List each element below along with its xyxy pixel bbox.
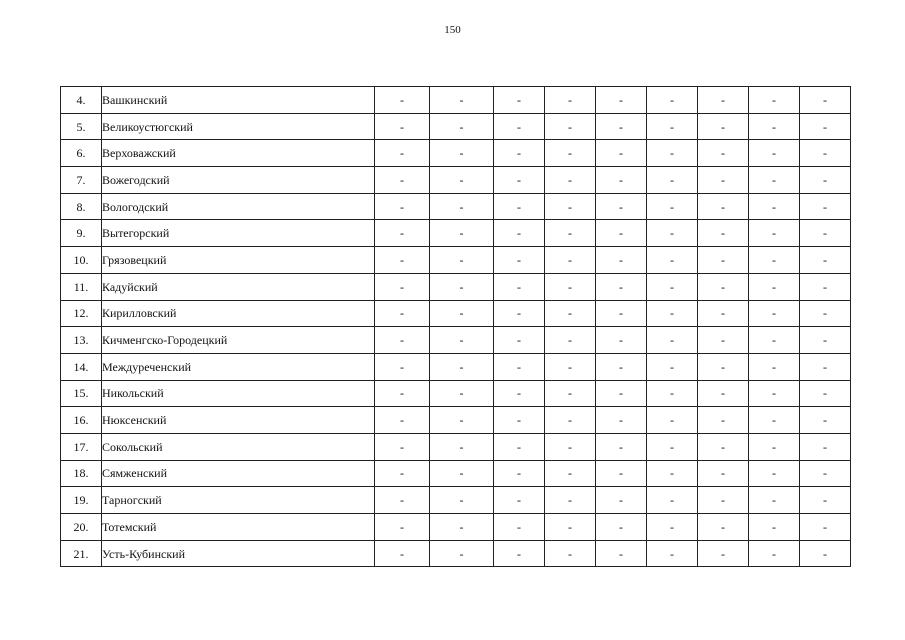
value-cell: - bbox=[375, 87, 430, 114]
value-cell: - bbox=[545, 247, 596, 274]
value-cell: - bbox=[375, 460, 430, 487]
value-cell: - bbox=[430, 273, 494, 300]
value-cell: - bbox=[698, 460, 749, 487]
value-cell: - bbox=[647, 353, 698, 380]
value-cell: - bbox=[494, 220, 545, 247]
value-cell: - bbox=[800, 113, 851, 140]
value-cell: - bbox=[596, 487, 647, 514]
value-cell: - bbox=[545, 540, 596, 567]
value-cell: - bbox=[596, 514, 647, 541]
row-number: 17. bbox=[61, 433, 102, 460]
value-cell: - bbox=[545, 273, 596, 300]
district-name: Грязовецкий bbox=[102, 247, 375, 274]
value-cell: - bbox=[698, 167, 749, 194]
value-cell: - bbox=[494, 327, 545, 354]
value-cell: - bbox=[800, 167, 851, 194]
value-cell: - bbox=[375, 140, 430, 167]
row-number: 10. bbox=[61, 247, 102, 274]
district-name: Сямженский bbox=[102, 460, 375, 487]
value-cell: - bbox=[800, 87, 851, 114]
value-cell: - bbox=[545, 460, 596, 487]
value-cell: - bbox=[545, 433, 596, 460]
value-cell: - bbox=[800, 220, 851, 247]
district-name: Вологодский bbox=[102, 193, 375, 220]
row-number: 7. bbox=[61, 167, 102, 194]
row-number: 14. bbox=[61, 353, 102, 380]
value-cell: - bbox=[596, 433, 647, 460]
table-row bbox=[61, 167, 851, 194]
value-cell: - bbox=[375, 167, 430, 194]
table-row bbox=[61, 407, 851, 434]
value-cell: - bbox=[596, 220, 647, 247]
value-cell: - bbox=[596, 140, 647, 167]
value-cell: - bbox=[430, 353, 494, 380]
value-cell: - bbox=[375, 380, 430, 407]
value-cell: - bbox=[749, 407, 800, 434]
value-cell: - bbox=[749, 140, 800, 167]
value-cell: - bbox=[596, 193, 647, 220]
row-number: 4. bbox=[61, 87, 102, 114]
district-name: Кирилловский bbox=[102, 300, 375, 327]
value-cell: - bbox=[596, 273, 647, 300]
value-cell: - bbox=[494, 353, 545, 380]
value-cell: - bbox=[494, 193, 545, 220]
value-cell: - bbox=[430, 193, 494, 220]
value-cell: - bbox=[494, 167, 545, 194]
value-cell: - bbox=[698, 433, 749, 460]
value-cell: - bbox=[375, 247, 430, 274]
value-cell: - bbox=[698, 273, 749, 300]
value-cell: - bbox=[647, 380, 698, 407]
value-cell: - bbox=[375, 113, 430, 140]
value-cell: - bbox=[545, 487, 596, 514]
district-name: Вожегодский bbox=[102, 167, 375, 194]
value-cell: - bbox=[647, 220, 698, 247]
value-cell: - bbox=[545, 380, 596, 407]
district-name: Тотемский bbox=[102, 514, 375, 541]
value-cell: - bbox=[647, 273, 698, 300]
value-cell: - bbox=[430, 140, 494, 167]
value-cell: - bbox=[375, 327, 430, 354]
row-number: 9. bbox=[61, 220, 102, 247]
value-cell: - bbox=[430, 407, 494, 434]
value-cell: - bbox=[800, 140, 851, 167]
value-cell: - bbox=[545, 514, 596, 541]
value-cell: - bbox=[494, 273, 545, 300]
value-cell: - bbox=[375, 273, 430, 300]
value-cell: - bbox=[749, 247, 800, 274]
value-cell: - bbox=[494, 487, 545, 514]
value-cell: - bbox=[494, 140, 545, 167]
district-name: Никольский bbox=[102, 380, 375, 407]
value-cell: - bbox=[375, 540, 430, 567]
district-table bbox=[60, 86, 851, 567]
table-body bbox=[61, 87, 851, 567]
value-cell: - bbox=[647, 87, 698, 114]
value-cell: - bbox=[596, 113, 647, 140]
district-name: Междуреченский bbox=[102, 353, 375, 380]
district-name: Великоустюгский bbox=[102, 113, 375, 140]
value-cell: - bbox=[647, 540, 698, 567]
value-cell: - bbox=[545, 327, 596, 354]
value-cell: - bbox=[800, 487, 851, 514]
value-cell: - bbox=[596, 353, 647, 380]
row-number: 19. bbox=[61, 487, 102, 514]
value-cell: - bbox=[749, 514, 800, 541]
value-cell: - bbox=[647, 460, 698, 487]
value-cell: - bbox=[647, 193, 698, 220]
value-cell: - bbox=[430, 220, 494, 247]
value-cell: - bbox=[800, 407, 851, 434]
value-cell: - bbox=[698, 380, 749, 407]
value-cell: - bbox=[800, 540, 851, 567]
table-row bbox=[61, 247, 851, 274]
value-cell: - bbox=[494, 113, 545, 140]
value-cell: - bbox=[698, 193, 749, 220]
value-cell: - bbox=[596, 87, 647, 114]
district-name: Нюксенский bbox=[102, 407, 375, 434]
value-cell: - bbox=[375, 407, 430, 434]
table-row bbox=[61, 460, 851, 487]
value-cell: - bbox=[596, 407, 647, 434]
table-row bbox=[61, 220, 851, 247]
value-cell: - bbox=[430, 167, 494, 194]
row-number: 18. bbox=[61, 460, 102, 487]
value-cell: - bbox=[494, 540, 545, 567]
value-cell: - bbox=[596, 540, 647, 567]
value-cell: - bbox=[749, 487, 800, 514]
value-cell: - bbox=[494, 433, 545, 460]
row-number: 21. bbox=[61, 540, 102, 567]
row-number: 13. bbox=[61, 327, 102, 354]
value-cell: - bbox=[647, 140, 698, 167]
value-cell: - bbox=[596, 327, 647, 354]
value-cell: - bbox=[596, 460, 647, 487]
row-number: 15. bbox=[61, 380, 102, 407]
value-cell: - bbox=[375, 433, 430, 460]
table-row bbox=[61, 380, 851, 407]
value-cell: - bbox=[698, 514, 749, 541]
value-cell: - bbox=[749, 327, 800, 354]
table-row bbox=[61, 140, 851, 167]
value-cell: - bbox=[596, 247, 647, 274]
value-cell: - bbox=[545, 113, 596, 140]
value-cell: - bbox=[800, 193, 851, 220]
value-cell: - bbox=[375, 353, 430, 380]
table-row bbox=[61, 327, 851, 354]
value-cell: - bbox=[430, 247, 494, 274]
district-name: Вашкинский bbox=[102, 87, 375, 114]
value-cell: - bbox=[749, 220, 800, 247]
value-cell: - bbox=[647, 327, 698, 354]
value-cell: - bbox=[494, 460, 545, 487]
value-cell: - bbox=[375, 514, 430, 541]
value-cell: - bbox=[494, 407, 545, 434]
value-cell: - bbox=[545, 407, 596, 434]
value-cell: - bbox=[647, 433, 698, 460]
value-cell: - bbox=[749, 433, 800, 460]
value-cell: - bbox=[749, 540, 800, 567]
value-cell: - bbox=[698, 487, 749, 514]
value-cell: - bbox=[800, 460, 851, 487]
table-row bbox=[61, 273, 851, 300]
table-row bbox=[61, 487, 851, 514]
table-row bbox=[61, 433, 851, 460]
value-cell: - bbox=[749, 300, 800, 327]
value-cell: - bbox=[545, 140, 596, 167]
row-number: 6. bbox=[61, 140, 102, 167]
row-number: 11. bbox=[61, 273, 102, 300]
table-row bbox=[61, 193, 851, 220]
district-name: Кичменгско-Городецкий bbox=[102, 327, 375, 354]
value-cell: - bbox=[596, 300, 647, 327]
value-cell: - bbox=[430, 113, 494, 140]
district-name: Вытегорский bbox=[102, 220, 375, 247]
value-cell: - bbox=[800, 300, 851, 327]
row-number: 8. bbox=[61, 193, 102, 220]
value-cell: - bbox=[430, 514, 494, 541]
value-cell: - bbox=[545, 300, 596, 327]
value-cell: - bbox=[430, 460, 494, 487]
value-cell: - bbox=[430, 487, 494, 514]
value-cell: - bbox=[430, 87, 494, 114]
table-row bbox=[61, 87, 851, 114]
value-cell: - bbox=[647, 407, 698, 434]
value-cell: - bbox=[647, 167, 698, 194]
value-cell: - bbox=[800, 273, 851, 300]
row-number: 12. bbox=[61, 300, 102, 327]
value-cell: - bbox=[698, 87, 749, 114]
value-cell: - bbox=[749, 460, 800, 487]
value-cell: - bbox=[749, 380, 800, 407]
value-cell: - bbox=[698, 327, 749, 354]
table-row bbox=[61, 540, 851, 567]
value-cell: - bbox=[494, 514, 545, 541]
row-number: 5. bbox=[61, 113, 102, 140]
value-cell: - bbox=[596, 167, 647, 194]
table-row bbox=[61, 113, 851, 140]
value-cell: - bbox=[545, 167, 596, 194]
value-cell: - bbox=[647, 514, 698, 541]
value-cell: - bbox=[749, 273, 800, 300]
value-cell: - bbox=[494, 300, 545, 327]
table-row bbox=[61, 514, 851, 541]
value-cell: - bbox=[430, 540, 494, 567]
value-cell: - bbox=[545, 193, 596, 220]
district-name: Усть-Кубинский bbox=[102, 540, 375, 567]
value-cell: - bbox=[375, 220, 430, 247]
value-cell: - bbox=[494, 380, 545, 407]
value-cell: - bbox=[800, 327, 851, 354]
value-cell: - bbox=[749, 167, 800, 194]
row-number: 20. bbox=[61, 514, 102, 541]
district-name: Верховажский bbox=[102, 140, 375, 167]
value-cell: - bbox=[545, 220, 596, 247]
value-cell: - bbox=[698, 140, 749, 167]
value-cell: - bbox=[375, 487, 430, 514]
value-cell: - bbox=[596, 380, 647, 407]
value-cell: - bbox=[698, 407, 749, 434]
value-cell: - bbox=[545, 353, 596, 380]
value-cell: - bbox=[749, 113, 800, 140]
value-cell: - bbox=[494, 87, 545, 114]
value-cell: - bbox=[430, 433, 494, 460]
value-cell: - bbox=[647, 487, 698, 514]
value-cell: - bbox=[698, 113, 749, 140]
value-cell: - bbox=[494, 247, 545, 274]
value-cell: - bbox=[698, 220, 749, 247]
value-cell: - bbox=[430, 380, 494, 407]
value-cell: - bbox=[749, 353, 800, 380]
value-cell: - bbox=[800, 514, 851, 541]
table-row bbox=[61, 300, 851, 327]
value-cell: - bbox=[430, 300, 494, 327]
value-cell: - bbox=[800, 380, 851, 407]
value-cell: - bbox=[698, 300, 749, 327]
value-cell: - bbox=[647, 247, 698, 274]
value-cell: - bbox=[647, 113, 698, 140]
value-cell: - bbox=[375, 193, 430, 220]
district-name: Кадуйский bbox=[102, 273, 375, 300]
value-cell: - bbox=[545, 87, 596, 114]
row-number: 16. bbox=[61, 407, 102, 434]
value-cell: - bbox=[430, 327, 494, 354]
value-cell: - bbox=[800, 353, 851, 380]
value-cell: - bbox=[698, 540, 749, 567]
district-name: Сокольский bbox=[102, 433, 375, 460]
value-cell: - bbox=[800, 247, 851, 274]
value-cell: - bbox=[749, 193, 800, 220]
table-row bbox=[61, 353, 851, 380]
value-cell: - bbox=[800, 433, 851, 460]
value-cell: - bbox=[698, 353, 749, 380]
value-cell: - bbox=[698, 247, 749, 274]
district-name: Тарногский bbox=[102, 487, 375, 514]
page-number: 150 bbox=[444, 24, 461, 36]
value-cell: - bbox=[647, 300, 698, 327]
value-cell: - bbox=[749, 87, 800, 114]
value-cell: - bbox=[375, 300, 430, 327]
